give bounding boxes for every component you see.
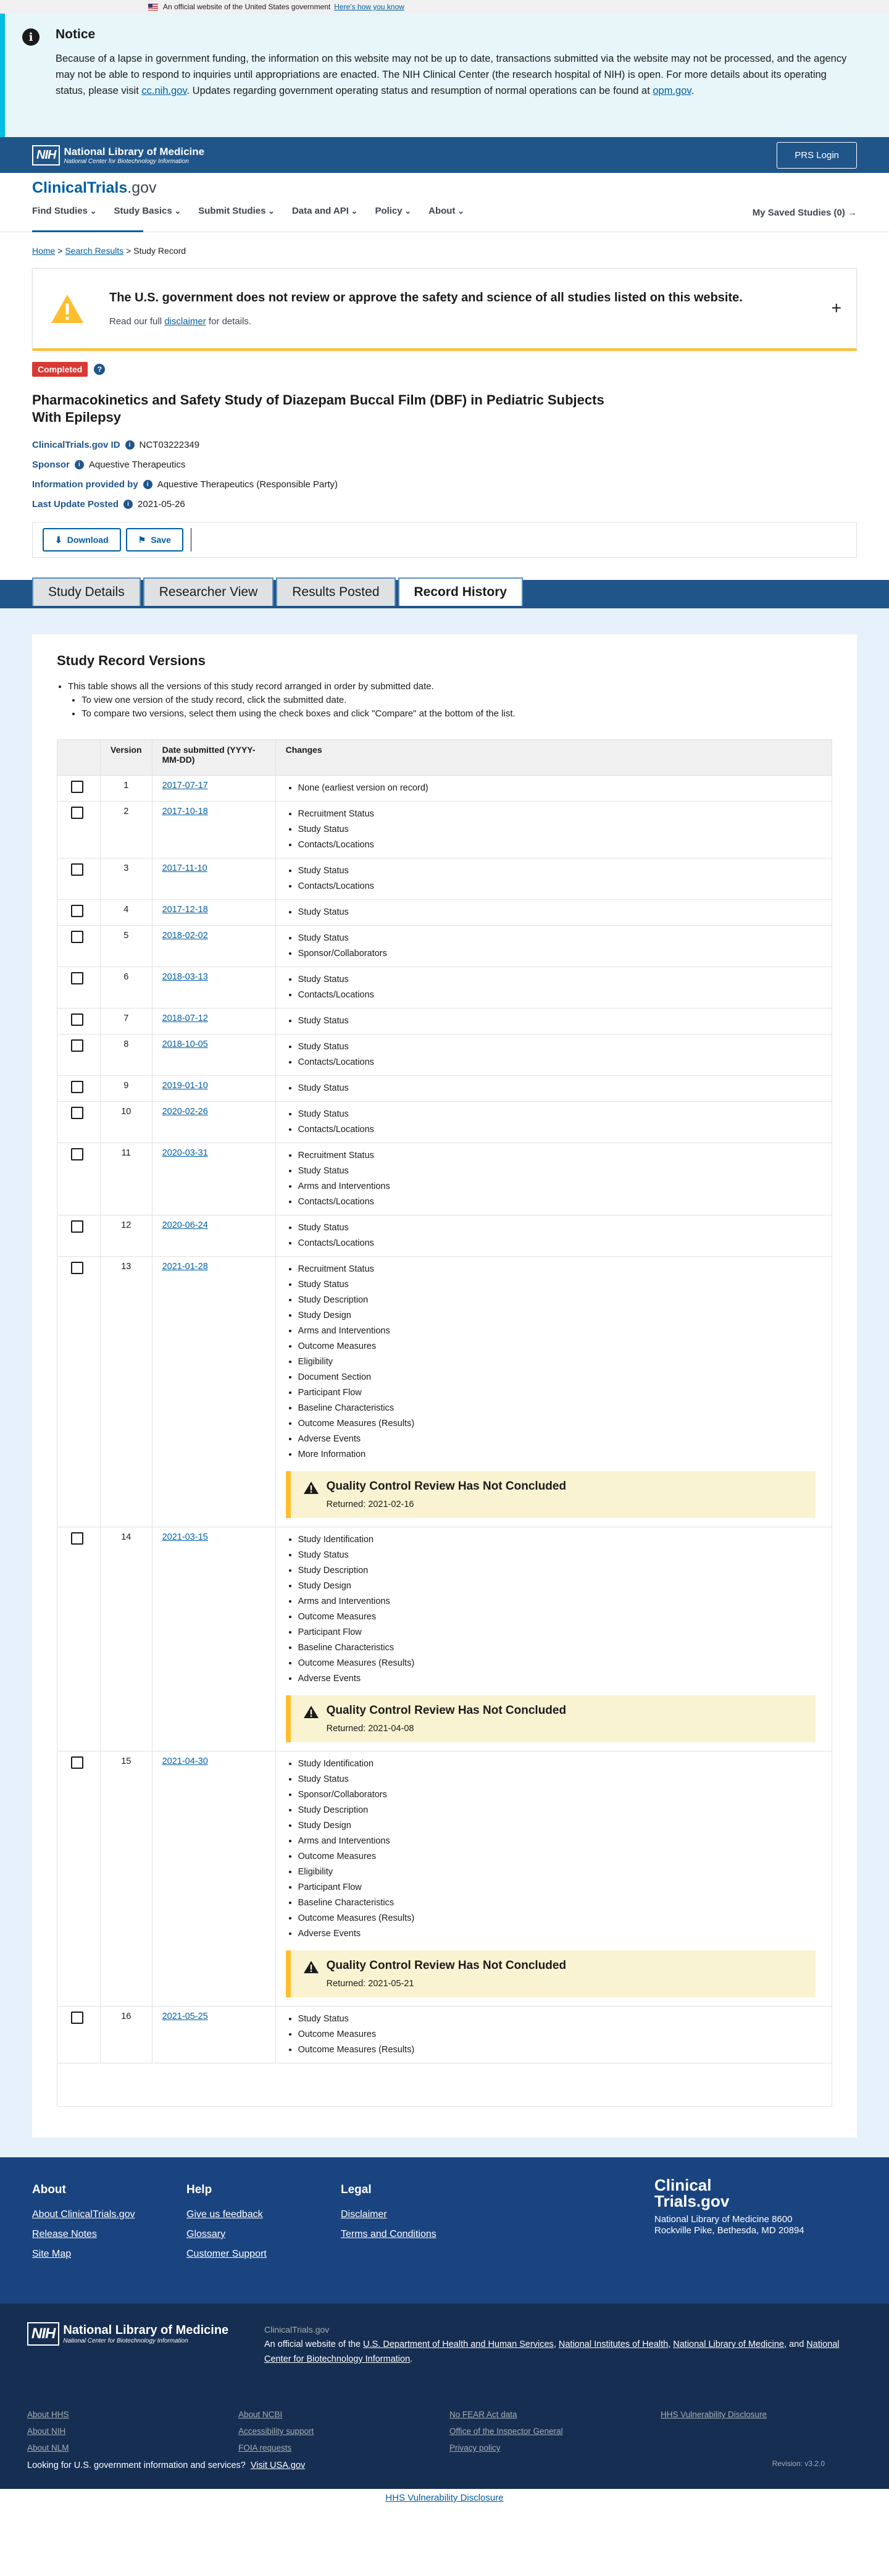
disclaimer-link[interactable]: disclaimer <box>164 316 206 327</box>
footer-link-give-us-feedback[interactable]: Give us feedback <box>186 2209 263 2220</box>
table-row <box>57 1034 832 1076</box>
my-saved-studies-link[interactable]: My Saved Studies (0) → <box>752 208 857 218</box>
qc-title: Quality Control Review Has Not Concluded <box>326 1959 567 1972</box>
col-changes: Changes <box>275 740 832 776</box>
ncbi-subtitle: National Center for Biotechnology Information <box>64 157 189 165</box>
table-row <box>57 802 832 858</box>
version-number: 15 <box>101 1752 152 2007</box>
compare-checkbox[interactable] <box>71 905 83 917</box>
footer-official: ClinicalTrials.gov An official website of the U.S. Department of Health and Human Services, National Institutes of Health, National Library of Medicine, and National Center for Biotechnology Information. <box>264 2325 840 2364</box>
footer-link-about-nlm[interactable]: About NLM <box>27 2443 69 2452</box>
change-item: • Outcome Measures (Results) <box>298 1416 822 1432</box>
change-item: • Study Status <box>298 822 822 837</box>
change-item: • Study Status <box>298 1081 822 1096</box>
warning-icon <box>50 293 85 324</box>
table-row <box>57 1257 832 1527</box>
footer-help-heading: Help <box>186 2183 212 2196</box>
footer-link-no-fear-act-data[interactable]: No FEAR Act data <box>449 2410 517 2419</box>
compare-checkbox[interactable] <box>71 1013 83 1026</box>
qc-returned: Returned: 2021-02-16 <box>326 1500 414 1509</box>
change-item: • Study Status <box>298 1772 822 1787</box>
footer-links <box>27 2410 872 2452</box>
change-item: • Study Design <box>298 1818 822 1834</box>
notice-title: Notice <box>56 27 96 41</box>
save-button[interactable]: ⚑ Save <box>126 528 183 552</box>
version-number: 2 <box>101 802 152 858</box>
status-badge: Completed <box>32 362 88 377</box>
compare-checkbox[interactable] <box>71 1081 83 1093</box>
changes-list <box>286 1081 822 1096</box>
table-row <box>57 858 832 900</box>
footer-link-about-nih[interactable]: About NIH <box>27 2427 66 2436</box>
version-number: 3 <box>101 858 152 900</box>
study-meta <box>32 440 857 510</box>
clinicaltrials-logo[interactable]: ClinicalTrials.gov <box>32 179 157 196</box>
warning-icon <box>303 1960 319 1974</box>
nav-item-data-and-api[interactable]: Data and API ⌄ <box>292 206 357 216</box>
footer-link-about-clinicaltrials-gov[interactable]: About ClinicalTrials.gov <box>32 2209 135 2220</box>
change-item: • Contacts/Locations <box>298 988 822 1003</box>
change-item: • Sponsor/Collaborators <box>298 1787 822 1803</box>
ncbi-link[interactable]: National Center for Biotechnology Information <box>264 2339 840 2364</box>
info-provided-label: Information provided by <box>32 479 138 490</box>
download-button[interactable]: ⬇ Download <box>43 528 121 552</box>
change-item: • Study Status <box>298 1277 822 1293</box>
change-item: • Outcome Measures <box>298 1339 822 1354</box>
compare-checkbox[interactable] <box>71 781 83 793</box>
qc-returned: Returned: 2021-05-21 <box>326 1979 414 1989</box>
tab-record-history[interactable]: Record History <box>398 577 524 606</box>
version-number: 6 <box>101 967 152 1009</box>
info-icon[interactable]: i <box>123 500 133 509</box>
version-number: 1 <box>101 776 152 802</box>
col-version: Version <box>101 740 152 776</box>
compare-checkbox[interactable] <box>71 931 83 943</box>
table-row <box>57 1527 832 1752</box>
change-item: • Study Identification <box>298 1756 822 1772</box>
compare-checkbox[interactable] <box>71 972 83 984</box>
change-item: • Study Status <box>298 863 822 879</box>
nav-item-policy[interactable]: Policy ⌄ <box>375 206 411 216</box>
footer-link-terms-and-conditions[interactable]: Terms and Conditions <box>341 2229 436 2239</box>
compare-checkbox[interactable] <box>71 863 83 876</box>
change-item: • Study Status <box>298 2012 822 2027</box>
change-item: • Study Identification <box>298 1532 822 1548</box>
changes-list <box>286 807 822 853</box>
version-date-link[interactable]: 2018-02-02 <box>162 931 208 941</box>
compare-checkbox[interactable] <box>71 1039 83 1052</box>
study-id: NCT03222349 <box>139 440 200 450</box>
version-number: 12 <box>101 1215 152 1257</box>
table-row <box>57 1009 832 1034</box>
change-item: • Arms and Interventions <box>298 1834 822 1849</box>
changes-list <box>286 972 822 1003</box>
qc-title: Quality Control Review Has Not Concluded <box>326 1480 567 1493</box>
change-item: • Study Design <box>298 1308 822 1324</box>
bookmark-icon: ⚑ <box>138 534 146 545</box>
change-item: • Eligibility <box>298 1865 822 1880</box>
version-date-link[interactable]: 2018-07-12 <box>162 1013 208 1023</box>
change-item: • Study Status <box>298 1164 822 1179</box>
hhs-vulnerability-link[interactable]: HHS Vulnerability Disclosure <box>385 2493 504 2503</box>
qc-alert <box>286 1695 816 1742</box>
changes-list <box>286 1107 822 1138</box>
tab-researcher-view[interactable]: Researcher View <box>143 577 274 606</box>
changes-list <box>286 1756 822 1942</box>
footer-link-about-hhs[interactable]: About HHS <box>27 2410 69 2419</box>
change-item: • Sponsor/Collaborators <box>298 946 822 962</box>
footer-address: National Library of Medicine 8600 Rockville Pike, Bethesda, MD 20894 <box>654 2214 804 2236</box>
version-date-link[interactable]: 2017-07-17 <box>162 781 208 791</box>
nlm-logo[interactable] <box>32 145 204 166</box>
version-number: 5 <box>101 926 152 967</box>
version-date-link[interactable]: 2017-11-10 <box>162 863 207 873</box>
footer-link-foia-requests[interactable]: FOIA requests <box>238 2443 292 2452</box>
footer-nlm-logo[interactable]: NIH National Library of Medicine National Center for Biotechnology Information <box>27 2322 862 2346</box>
footer-link-glossary[interactable]: Glossary <box>186 2229 226 2239</box>
sponsor-value: Aquestive Therapeutics <box>88 459 186 470</box>
gov-banner-text: An official website of the United States government <box>163 2 331 11</box>
version-date-link[interactable]: 2021-05-25 <box>162 2012 208 2021</box>
breadcrumb-search-results[interactable]: Search Results <box>65 246 124 256</box>
qc-returned: Returned: 2021-04-08 <box>326 1724 414 1734</box>
footer-link-about-ncbi[interactable]: About NCBI <box>238 2410 283 2419</box>
version-date-link[interactable]: 2017-10-18 <box>162 807 208 816</box>
usa-gov: Looking for U.S. government information and services? Visit USA.gov <box>27 2461 306 2470</box>
change-item: • Adverse Events <box>298 1926 822 1942</box>
nlm-link[interactable]: National Library of Medicine <box>673 2339 784 2349</box>
versions-heading: Study Record Versions <box>57 653 206 668</box>
tab-study-details[interactable]: Study Details <box>32 577 141 606</box>
footer-link-customer-support[interactable]: Customer Support <box>186 2249 267 2259</box>
compare-checkbox[interactable] <box>71 1532 83 1545</box>
sponsor-label: Sponsor <box>32 459 70 470</box>
disclaimer-text: Read our full disclaimer for details. <box>109 316 252 327</box>
version-number: 9 <box>101 1076 152 1102</box>
changes-list <box>286 1532 822 1687</box>
opm-link[interactable]: opm.gov <box>653 85 691 96</box>
change-item: • Document Section <box>298 1370 822 1385</box>
footer-link-privacy-policy[interactable]: Privacy policy <box>449 2443 501 2452</box>
nav-item-study-basics[interactable]: Study Basics ⌄ <box>114 206 182 216</box>
version-number: 11 <box>101 1143 152 1215</box>
nav-item-find-studies[interactable]: Find Studies ⌄ <box>32 206 97 216</box>
version-number: 13 <box>101 1257 152 1527</box>
change-item: • Contacts/Locations <box>298 1122 822 1138</box>
changes-list <box>286 1148 822 1210</box>
heres-how-you-know-link[interactable]: Here's how you know <box>334 2 404 11</box>
changes-list <box>286 2012 822 2058</box>
gov-banner <box>0 0 889 14</box>
record-versions-card <box>32 634 857 2138</box>
change-item: • Outcome Measures <box>298 1849 822 1865</box>
disclaimer-alert <box>32 268 857 351</box>
compare-checkbox[interactable] <box>71 1107 83 1119</box>
nlm-title: National Library of Medicine <box>64 145 205 157</box>
change-item: • Arms and Interventions <box>298 1594 822 1609</box>
change-item: • Participant Flow <box>298 1385 822 1401</box>
table-row <box>57 1102 832 1143</box>
version-date-link[interactable]: 2019-01-10 <box>162 1081 208 1091</box>
footer-about-heading: About <box>32 2183 66 2196</box>
last-update-label: Last Update Posted <box>32 499 119 510</box>
table-row <box>57 926 832 967</box>
change-item: • Outcome Measures (Results) <box>298 1656 822 1671</box>
versions-intro: • This table shows all the versions of this study record arranged in order by submitted date. • To view one version of the study record, click the submitted date. • To compare two versions, select them using the check boxes and click "Compare" at the bottom of the list. <box>68 680 832 721</box>
change-item: • Recruitment Status <box>298 807 822 822</box>
table-row <box>57 776 832 802</box>
qc-alert <box>286 1950 816 1997</box>
table-row <box>57 967 832 1009</box>
revision: Revision: v3.2.0 <box>772 2459 825 2468</box>
change-item: • Recruitment Status <box>298 1148 822 1164</box>
warning-icon <box>303 1705 319 1719</box>
version-date-link[interactable]: 2020-02-26 <box>162 1107 208 1117</box>
change-item: • Arms and Interventions <box>298 1324 822 1339</box>
expand-plus-icon[interactable]: + <box>831 298 841 317</box>
footer-link-empty <box>661 2427 872 2436</box>
version-number: 14 <box>101 1527 152 1752</box>
info-provided-value: Aquestive Therapeutics (Responsible Party) <box>157 479 338 490</box>
version-date-link[interactable]: 2020-03-31 <box>162 1148 208 1158</box>
change-item: • Study Status <box>298 972 822 988</box>
table-row <box>57 1752 832 2007</box>
change-item: • Participant Flow <box>298 1880 822 1895</box>
table-row <box>57 900 832 926</box>
version-number: 10 <box>101 1102 152 1143</box>
table-row <box>57 2007 832 2063</box>
compare-checkbox[interactable] <box>71 1262 83 1274</box>
footer-legal-heading: Legal <box>341 2183 372 2196</box>
change-item: • Study Status <box>298 905 822 920</box>
info-icon[interactable]: i <box>143 480 152 489</box>
col-date: Date submitted (YYYY-MM-DD) <box>152 740 275 776</box>
breadcrumb: Home > Search Results > Study Record <box>32 246 186 256</box>
version-number: 16 <box>101 2007 152 2063</box>
changes-list <box>286 1013 822 1029</box>
info-icon[interactable]: i <box>125 440 135 450</box>
version-date-link[interactable]: 2020-06-24 <box>162 1220 208 1230</box>
change-item: • Study Status <box>298 1013 822 1029</box>
change-item: • Study Description <box>298 1803 822 1818</box>
changes-list <box>286 1039 822 1070</box>
footer-link-accessibility-support[interactable]: Accessibility support <box>238 2427 314 2436</box>
table-row <box>57 1215 832 1257</box>
change-item: • Contacts/Locations <box>298 837 822 853</box>
footer-link-empty <box>661 2443 872 2452</box>
usa-gov-link[interactable]: Visit USA.gov <box>250 2461 306 2470</box>
nih-abbr: NIH <box>32 145 60 166</box>
compare-checkbox[interactable] <box>71 1220 83 1233</box>
last-update-value: 2021-05-26 <box>138 499 185 510</box>
id-label: ClinicalTrials.gov ID <box>32 440 120 450</box>
versions-table <box>57 739 832 2107</box>
change-item: • Study Status <box>298 931 822 946</box>
change-item: • Study Design <box>298 1579 822 1594</box>
nih-link[interactable]: National Institutes of Health <box>558 2339 669 2349</box>
study-title: Pharmacokinetics and Safety Study of Diazepam Buccal Film (DBF) in Pediatric Subjects With Epilepsy <box>32 392 604 425</box>
info-icon[interactable]: i <box>75 460 84 469</box>
change-item: • Contacts/Locations <box>298 1055 822 1070</box>
change-item: • Recruitment Status <box>298 1262 822 1277</box>
change-item: • Baseline Characteristics <box>298 1401 822 1416</box>
change-item: • Participant Flow <box>298 1625 822 1640</box>
nih-header <box>0 137 889 173</box>
tab-results-posted[interactable]: Results Posted <box>276 577 395 606</box>
download-icon: ⬇ <box>55 534 62 545</box>
change-item: • Adverse Events <box>298 1432 822 1447</box>
change-item: • Outcome Measures (Results) <box>298 2042 822 2058</box>
notice-body: Because of a lapse in government funding, the information on this website may not be up to date, transactions submitted via the website may not be processed, and the agency may not be able to respond to inquiries until appropriations are enacted. The NIH Clinical Center (the research hospital of NIH) is open. For more details about its operating status, please visit cc.nih.gov. Updates regarding government operating status and resumption of normal operations can be found at opm.gov. <box>56 53 847 96</box>
change-item: • Contacts/Locations <box>298 1236 822 1251</box>
info-icon: i <box>22 28 40 46</box>
footer-link-site-map[interactable]: Site Map <box>32 2249 72 2259</box>
site-nav <box>0 173 889 232</box>
footer-link-disclaimer[interactable]: Disclaimer <box>341 2209 387 2220</box>
change-item: • Outcome Measures <box>298 1609 822 1625</box>
change-item: • Outcome Measures <box>298 2027 822 2042</box>
change-item: • Study Status <box>298 1107 822 1122</box>
prs-login-button[interactable]: PRS Login <box>777 142 857 169</box>
change-item: • Adverse Events <box>298 1671 822 1687</box>
cc-nih-link[interactable]: cc.nih.gov <box>141 85 187 96</box>
compare-checkbox[interactable] <box>71 807 83 819</box>
study-actions <box>32 522 857 558</box>
version-date-link[interactable]: 2017-12-18 <box>162 905 208 915</box>
version-number: 7 <box>101 1009 152 1034</box>
footer-link-release-notes[interactable]: Release Notes <box>32 2229 97 2239</box>
change-item: • Eligibility <box>298 1354 822 1370</box>
funding-notice <box>0 14 889 137</box>
qc-alert <box>286 1471 816 1518</box>
change-item: • Study Status <box>298 1220 822 1236</box>
change-item: • Contacts/Locations <box>298 1194 822 1210</box>
footer-link-office-of-the-inspector-general[interactable]: Office of the Inspector General <box>449 2427 563 2436</box>
version-date-link[interactable]: 2018-10-05 <box>162 1039 208 1049</box>
changes-list <box>286 931 822 962</box>
version-number: 8 <box>101 1034 152 1076</box>
compare-checkbox[interactable] <box>71 1756 83 1769</box>
change-item: • More Information <box>298 1447 822 1462</box>
footer-bottom <box>0 2304 889 2489</box>
nav-item-about[interactable]: About ⌄ <box>428 206 464 216</box>
change-item: • Study Status <box>298 1039 822 1055</box>
change-item: • Study Status <box>298 1548 822 1563</box>
change-item: • Study Description <box>298 1563 822 1579</box>
change-item: • Contacts/Locations <box>298 879 822 894</box>
footer-top <box>0 2157 889 2304</box>
hhs-link[interactable]: U.S. Department of Health and Human Services <box>363 2339 554 2349</box>
changes-list <box>286 905 822 920</box>
compare-checkbox[interactable] <box>71 2012 83 2024</box>
warning-icon <box>303 1481 319 1495</box>
table-row <box>57 1076 832 1102</box>
breadcrumb-home[interactable]: Home <box>32 246 56 256</box>
breadcrumb-current: Study Record <box>133 246 186 256</box>
change-item: • Baseline Characteristics <box>298 1895 822 1911</box>
version-date-link[interactable]: 2018-03-13 <box>162 972 208 982</box>
change-item: • Arms and Interventions <box>298 1179 822 1194</box>
change-item: • Outcome Measures (Results) <box>298 1911 822 1926</box>
changes-list <box>286 781 822 796</box>
nav-menu <box>32 206 857 216</box>
us-flag-icon <box>148 4 158 10</box>
change-item: • Baseline Characteristics <box>298 1640 822 1656</box>
change-item: • None (earliest version on record) <box>298 781 822 796</box>
compare-checkbox[interactable] <box>71 1148 83 1160</box>
version-date-link[interactable]: 2021-03-15 <box>162 1532 208 1542</box>
changes-list <box>286 1262 822 1462</box>
disclaimer-title: The U.S. government does not review or approve the safety and science of all studies listed on this website. <box>109 290 743 304</box>
change-item: • Study Description <box>298 1293 822 1308</box>
version-number: 4 <box>101 900 152 926</box>
changes-list <box>286 863 822 894</box>
qc-title: Quality Control Review Has Not Concluded <box>326 1704 567 1717</box>
changes-list <box>286 1220 822 1251</box>
help-icon[interactable]: ? <box>94 364 105 375</box>
footer-link-hhs-vulnerability-disclosure[interactable]: HHS Vulnerability Disclosure <box>661 2410 767 2419</box>
version-date-link[interactable]: 2021-01-28 <box>162 1262 208 1272</box>
footer-brand: Clinical Trials.gov National Library of Medicine 8600 Rockville Pike, Bethesda, MD 20894 <box>654 2177 815 2236</box>
nav-item-submit-studies[interactable]: Submit Studies ⌄ <box>198 206 275 216</box>
table-row <box>57 1143 832 1215</box>
version-date-link[interactable]: 2021-04-30 <box>162 1756 208 1766</box>
